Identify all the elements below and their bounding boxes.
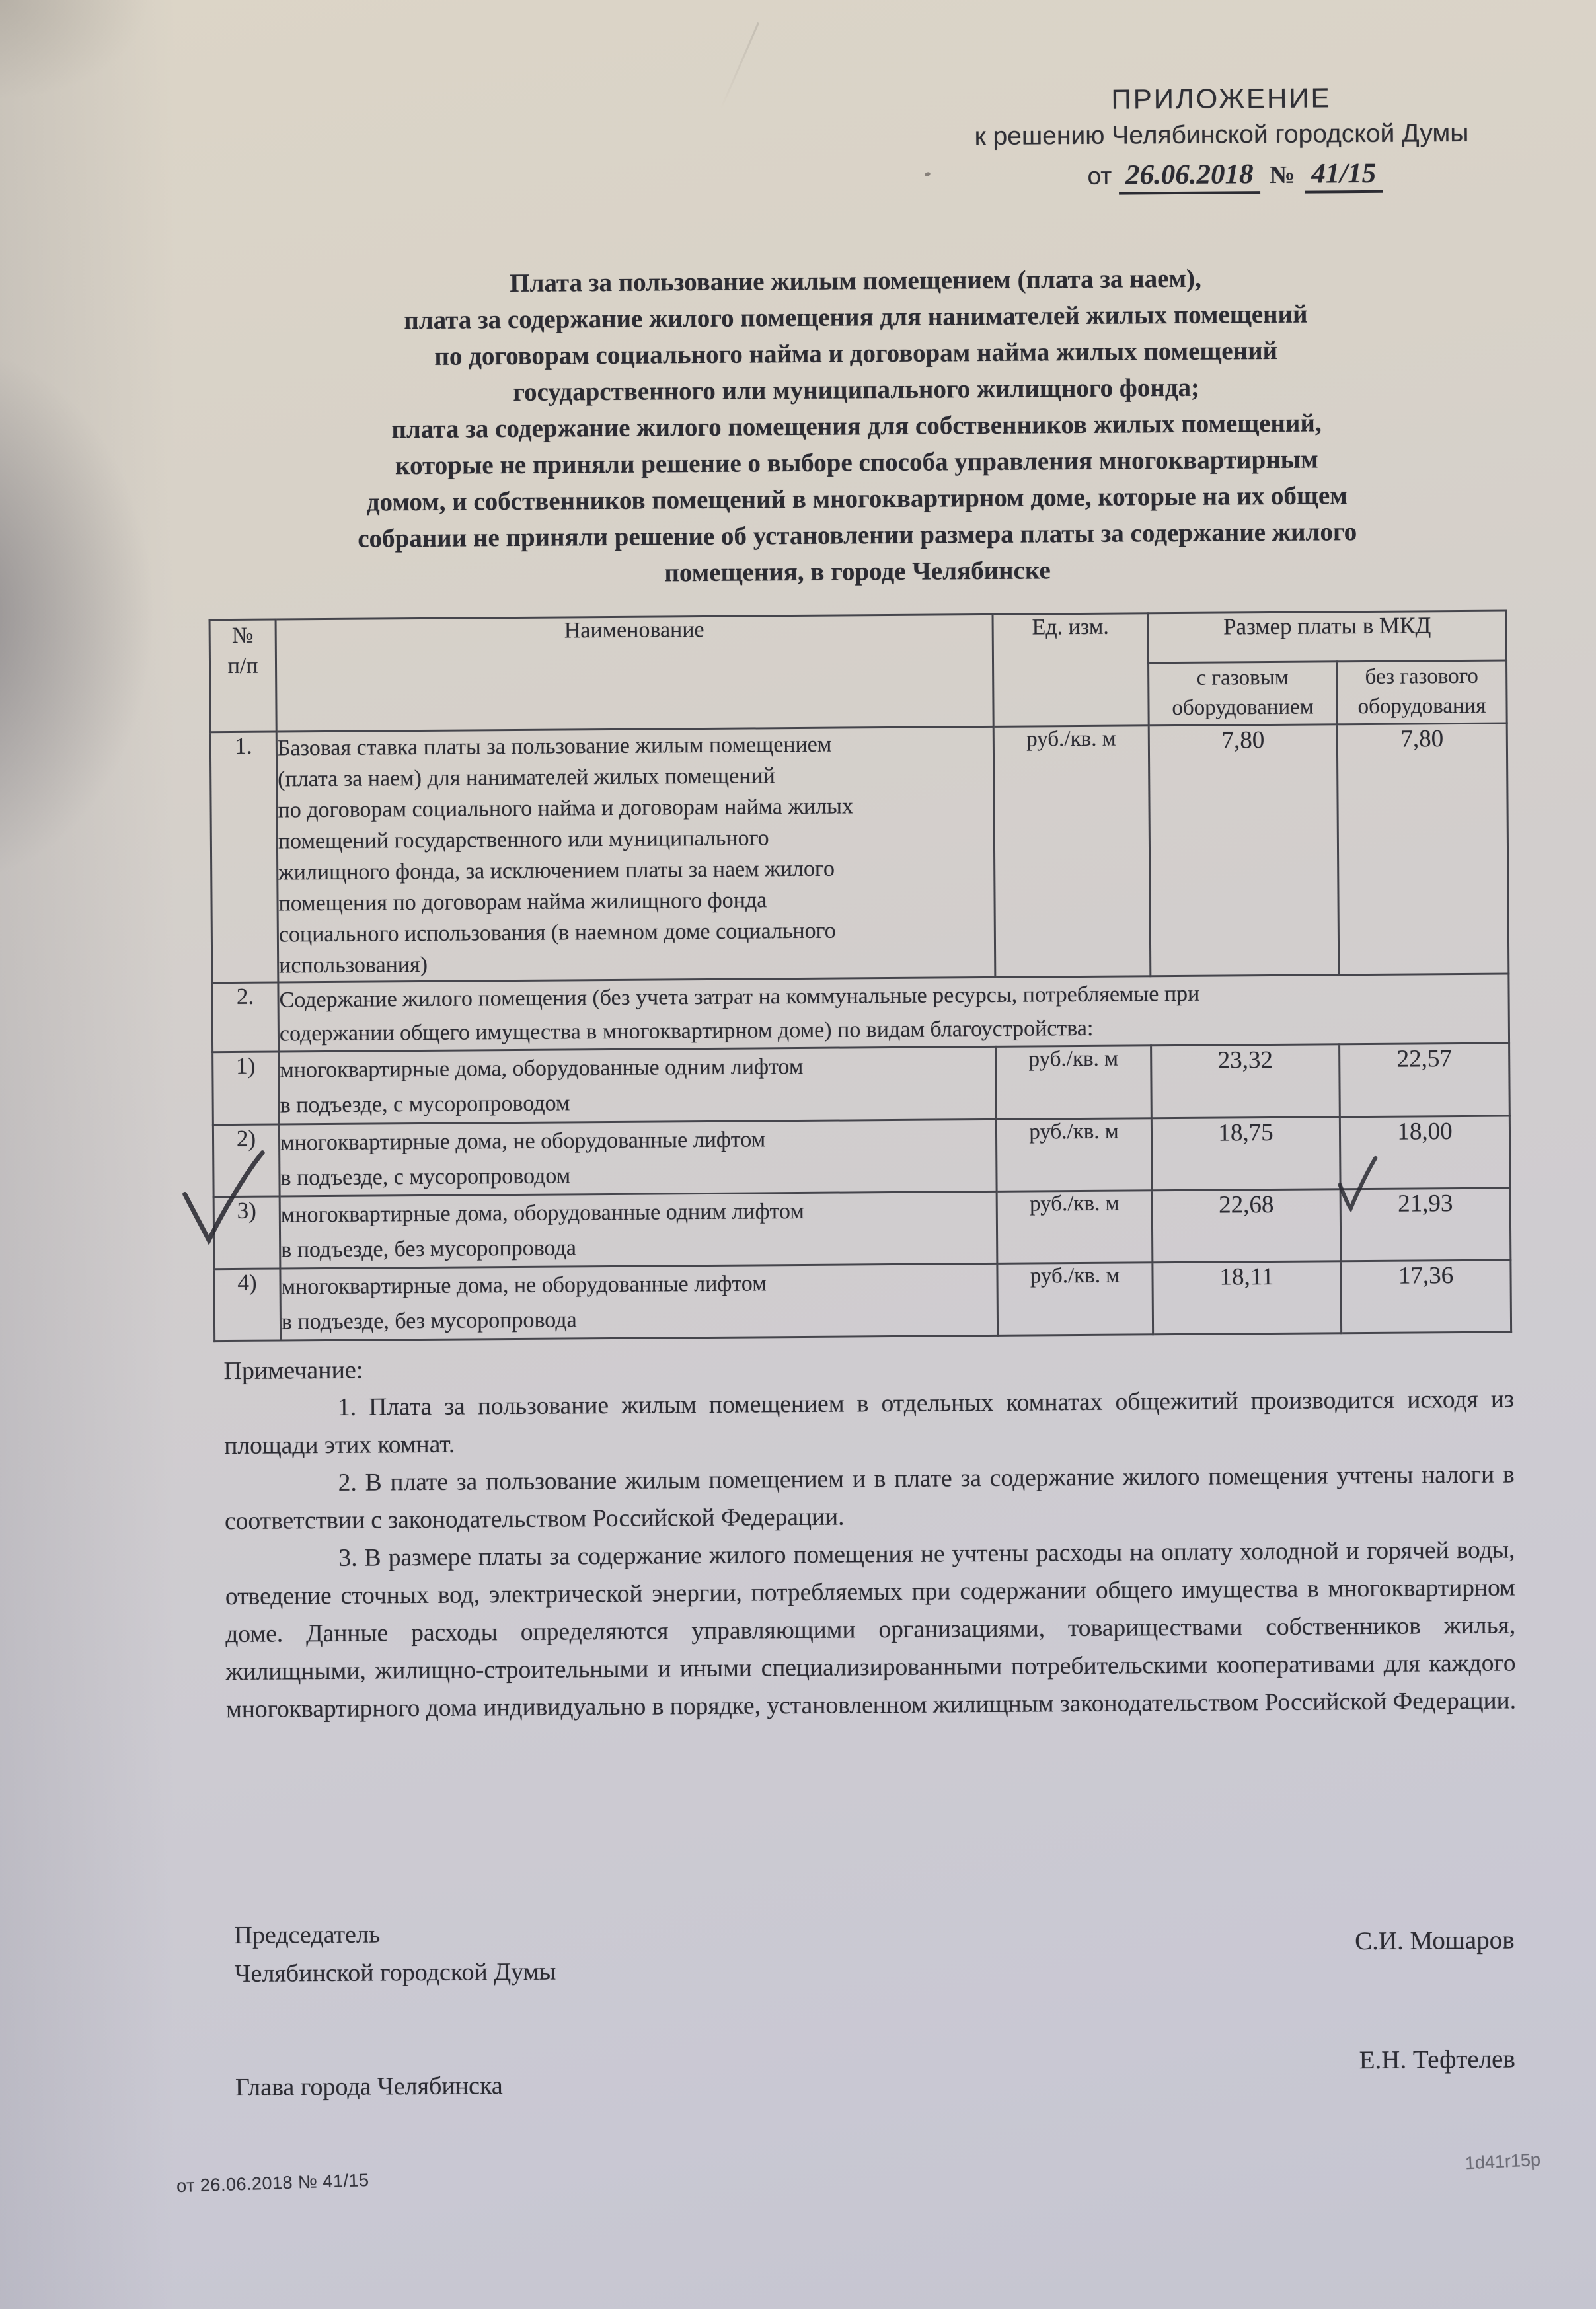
footer-document-code: 1d41r15p: [1464, 2149, 1541, 2173]
paper-speck: [924, 171, 931, 177]
table-row: [213, 1188, 1511, 1269]
number-sign: №: [1270, 161, 1295, 189]
footer-decision-reference: от 26.06.2018 № 41/15: [176, 2170, 369, 2197]
row-number-cell: 1.: [210, 732, 278, 983]
no-gas-value-cell: 18,00: [1340, 1116, 1510, 1189]
no-gas-value-cell: 7,80: [1337, 723, 1509, 975]
signature-name-chairman: С.И. Мошаров: [1355, 1926, 1515, 1956]
appendix-label: ПРИЛОЖЕНИЕ: [1111, 82, 1332, 115]
name-cell: многоквартирные дома, не оборудованные лифтом в подъезде, с мусоропроводом: [279, 1119, 997, 1196]
appendix-header: [934, 78, 1509, 199]
date-prefix: от: [1087, 162, 1112, 190]
no-gas-value-cell: 17,36: [1341, 1260, 1511, 1333]
decision-date-line: [934, 151, 1509, 199]
no-gas-value-cell: 22,57: [1340, 1043, 1510, 1117]
row-number-cell: 4): [214, 1269, 281, 1341]
no-gas-value-cell: 21,93: [1340, 1188, 1511, 1261]
note-item: 1. Плата за пользование жилым помещением в отдельных комнатах общежитий производится исходя из площади этих комнат.: [224, 1386, 1514, 1460]
decision-number: 41/15: [1305, 158, 1383, 194]
signature-role-chairman: Председатель Челябинской городской Думы: [234, 1920, 556, 1988]
document-title: Плата за пользование жилым помещением (плата за наем), плата за содержание жилого помещения для нанимателей жилых помещений по договорам социального найма и договорам найма жилых помещений государственного или муниципального жилищного фонда; плата за содержание жилого помещения для собственников жилых помещений, которые не приняли решение о выборе способа управления многоквартирным домом, и собственников помещений в многоквартирном доме, которые на их общем собрании не приняли решение об установлении размера платы за содержание жилого помещения, в городе Челябинске: [358, 264, 1357, 588]
table-row: [213, 1116, 1510, 1197]
notes-section: [223, 1343, 1516, 1729]
unit-cell: руб./кв. м: [997, 1191, 1153, 1264]
col-header-with-gas: с газовым оборудованием: [1149, 662, 1338, 726]
name-cell: многоквартирные дома, оборудованные одним лифтом в подъезде, без мусоропровода: [280, 1191, 997, 1269]
signature-name-mayor: Е.Н. Тефтелев: [1359, 2045, 1515, 2075]
section-span-cell: Содержание жилого помещения (без учета затрат на коммунальные ресурсы, потребляемые при содержании общего имущества в многоквартирном доме) по видам благоустройства:: [278, 974, 1509, 1052]
paper-crease: [720, 22, 759, 109]
gas-value-cell: 7,80: [1149, 724, 1339, 976]
col-header-number: № п/п: [209, 619, 276, 732]
row-number-cell: 3): [213, 1196, 280, 1269]
col-header-unit: Ед. изм.: [993, 613, 1149, 727]
table-header-row: [209, 611, 1506, 670]
gas-value-cell: 18,75: [1151, 1117, 1340, 1191]
gas-value-cell: 18,11: [1153, 1261, 1342, 1335]
note-item: 2. В плате за пользование жилым помещением и в плате за содержание жилого помещения учтены налоги в соответствии с законодательством Российской Федерации.: [224, 1461, 1515, 1536]
gas-value-cell: 22,68: [1152, 1189, 1341, 1263]
unit-cell: руб./кв. м: [996, 1046, 1152, 1120]
name-cell: Базовая ставка платы за пользование жилым помещением (плата за наем) для нанимателей жилых помещений по договорам социального найма и договорам найма жилых помещений государственного или муниципального жилищного фонда, за исключением платы за наем жилого помещения по договорам найма жилищного фонда социального использования (в наемном доме социального использования): [276, 726, 995, 982]
col-header-without-gas: без газового оборудования: [1337, 660, 1507, 724]
unit-cell: руб./кв. м: [996, 1118, 1152, 1192]
col-header-name: Наименование: [276, 614, 993, 732]
col-header-size-group: Размер платы в МКД: [1148, 611, 1507, 663]
gas-value-cell: 23,32: [1151, 1044, 1340, 1118]
note-item: 3. В размере платы за содержание жилого помещения не учтены расходы на оплату холодной и горячей воды, отведение сточных вод, электрической энергии, потребляемых при содержании общего имущества в многоквартирном доме. Данные расходы определяются управляющими организациями, товариществами собственников жилья, жилищными, жилищно-строительными и иными специализированными потребительскими кооперативами для каждого многоквартирного дома индивидуально в порядке, установленном жилищным законодательством Российской Федерации.: [225, 1536, 1517, 1724]
unit-cell: руб./кв. м: [997, 1263, 1153, 1336]
row-number-cell: 2): [213, 1124, 280, 1197]
name-cell: многоквартирные дома, оборудованные одним лифтом в подъезде, с мусоропроводом: [279, 1046, 997, 1124]
row-number-cell: 2.: [212, 982, 279, 1052]
tariff-table: [209, 609, 1513, 1342]
notes-label: Примечание:: [223, 1356, 363, 1386]
decision-reference: к решению Челябинской городской Думы: [974, 118, 1469, 151]
unit-cell: руб./кв. м: [993, 726, 1151, 978]
name-cell: многоквартирные дома, не оборудованные лифтом в подъезде, без мусоропровода: [280, 1263, 998, 1341]
table-row: [212, 974, 1509, 1052]
signature-role-mayor: Глава города Челябинска: [235, 2072, 503, 2101]
table-row: [213, 1043, 1510, 1125]
row-number-cell: 1): [213, 1052, 280, 1125]
table-row: [214, 1260, 1511, 1341]
table-row: [210, 723, 1509, 983]
decision-date: 26.06.2018: [1119, 159, 1260, 194]
